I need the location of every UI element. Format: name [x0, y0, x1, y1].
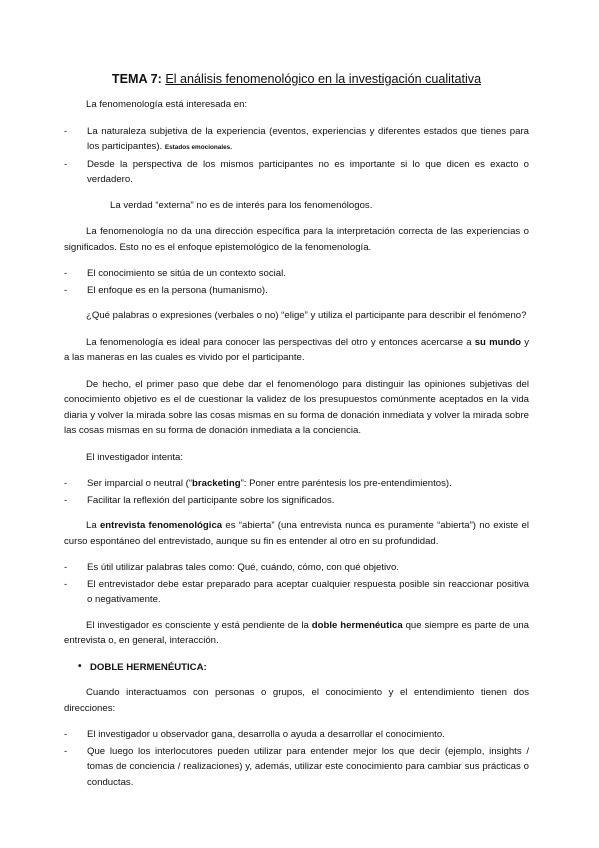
paragraph-interview: [64, 518, 529, 549]
title-prefix: TEMA 7:: [111, 72, 162, 86]
text-run: y a las maneras en las cuales es vivido por el participante.: [64, 336, 529, 363]
dash-marker: -: [64, 478, 68, 489]
dash-marker: -: [64, 562, 68, 573]
bold-text: su mundo: [474, 336, 522, 348]
bold-text: bracketing: [192, 478, 241, 489]
list-item: [64, 744, 529, 791]
list-interests: [64, 124, 529, 188]
paragraph-double-hermeneutic: [64, 618, 529, 649]
text-run: que siempre es parte de una entrevista o, en general, interacción.: [64, 619, 529, 646]
title-subject: El análisis fenomenológico en la investigación cualitativa: [165, 72, 482, 86]
bold-text: entrevista fenomenológica: [99, 520, 223, 531]
paragraph-first-step: De hecho, el primer paso que debe dar el fenomenólogo para distinguir las opiniones subjetivas del conocimiento objetivo es el de cuestionar la validez de los presupuestos comúnmente aceptados en la vida diaria y volver la mirada sobre las cosas mismas en su forma de donación inmediata y volver la mirada sobre las cosas mismas en su forma de donación inmediata a la conciencia.: [64, 378, 529, 436]
paragraph-question: ¿Qué palabras o expresiones (verbales o no) “elige” y utiliza el participante para describir el fenómeno?: [86, 310, 527, 321]
quote-truth: La verdad “externa” no es de interés para los fenomenólogos.: [110, 199, 373, 211]
list-item: [64, 577, 529, 608]
text-run: La: [86, 520, 100, 531]
list-directions: [64, 727, 529, 790]
text-run: es “abierta” (una entrevista nunca es puramente “abierta”) no existe el curso espontáneo del entrevistado, aunque su fin es entender al otro en su profundidad.: [64, 520, 530, 547]
list-item-text: Facilitar la reflexión del participante sobre los significados.: [87, 494, 335, 506]
dash-marker: -: [64, 284, 68, 296]
section-heading: [64, 660, 529, 676]
list-item: [64, 157, 529, 188]
paragraph-intro: La fenomenología está interesada en:: [86, 99, 248, 110]
text-run: La fenomenología es ideal para conocer las perspectivas del otro y entonces acercarse a: [86, 336, 475, 348]
list-item: [64, 124, 529, 156]
list-interview: [64, 560, 529, 608]
paragraph-directions: Cuando interactuamos con personas o grupos, el conocimiento y el entendimiento tienen dos direcciones:: [64, 687, 529, 714]
paragraph-ideal: [64, 335, 529, 366]
text-run: ”: Poner entre paréntesis los pre-entendimientos).: [240, 478, 452, 489]
section-heading-text: DOBLE HERMENÉUTICA:: [90, 661, 207, 673]
list-investigator: [64, 476, 529, 508]
dash-marker: -: [64, 578, 68, 590]
list-item: [64, 283, 529, 299]
text-run: Ser imparcial o neutral (“: [87, 478, 193, 489]
dash-marker: -: [64, 729, 68, 740]
list-item: [64, 560, 529, 576]
dash-marker: -: [64, 125, 68, 137]
text-run: El investigador es consciente y está pendiente de la: [86, 619, 312, 631]
list-item-text: Que luego los interlocutores pueden utilizar para entender mejor los que decir (ejemplo, insights / tomas de conciencia / realizaciones) y, además, utilizar este conocimiento para cambiar sus prácticas o conductas.: [87, 745, 529, 788]
list-item-text: La naturaleza subjetiva de la experiencia (eventos, experiencias y diferentes estados que tienes para los participantes).: [87, 125, 529, 152]
list-focus: [64, 266, 529, 298]
list-item: [64, 493, 529, 509]
list-item-text: El enfoque es en la persona (humanismo).: [87, 284, 268, 296]
list-item-text: Es útil utilizar palabras tales como: Qué, cuándo, cómo, con qué objetivo.: [87, 562, 399, 573]
paragraph-investigator: El investigador intenta:: [86, 451, 184, 463]
list-item: [64, 476, 529, 492]
list-item: [64, 266, 529, 282]
bold-text: doble hermenéutica: [311, 619, 403, 631]
list-item-note: Estados emocionales.: [164, 144, 232, 151]
dash-marker: -: [64, 494, 68, 506]
dash-marker: -: [64, 158, 68, 170]
list-item: [64, 727, 529, 743]
document-title: [64, 70, 529, 88]
paragraph-direction: La fenomenología no da una dirección específica para la interpretación correcta de las experiencias o significados. Esto no es el enfoque epistemológico de la fenomenología.: [64, 226, 529, 253]
list-item-text: El conocimiento se sitúa de un contexto social.: [87, 268, 286, 279]
bullet-icon: •: [78, 660, 82, 672]
dash-marker: -: [64, 745, 68, 757]
list-item-text: El investigador u observador gana, desarrolla o ayuda a desarrollar el conocimiento.: [87, 729, 445, 740]
list-item-text: El entrevistador debe estar preparado para aceptar cualquier respuesta posible sin reaccionar positiva o negativamente.: [87, 578, 529, 605]
dash-marker: -: [64, 268, 68, 279]
list-item-text: Desde la perspectiva de los mismos participantes no es importante si lo que dicen es exacto o verdadero.: [87, 158, 529, 185]
